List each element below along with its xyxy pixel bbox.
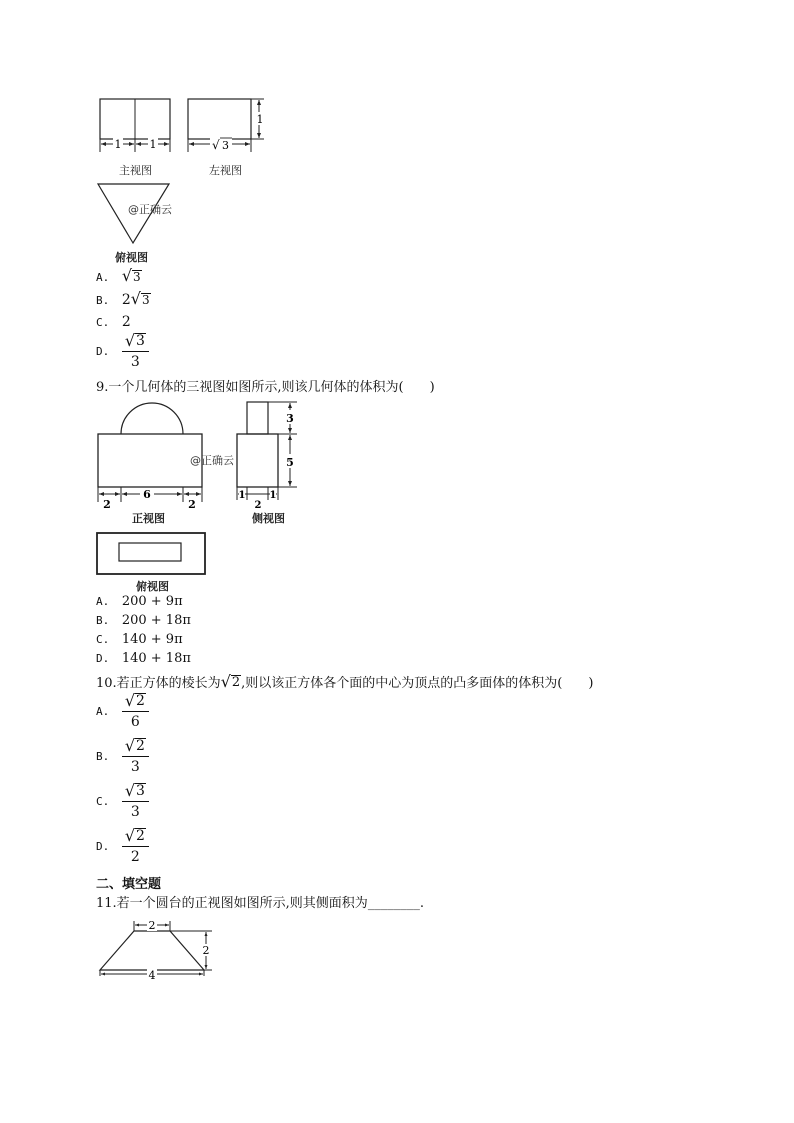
option-value: √ 3 3 [122,333,149,369]
option-label: A. [96,271,110,284]
q9-option-b[interactable] [96,613,191,628]
q8-option-a[interactable] [96,268,142,284]
option-fraction: √ 2 3 [122,738,149,774]
q8-option-d[interactable] [96,333,149,369]
option-value: √ 3 [121,266,141,285]
q9-option-d[interactable] [96,651,191,666]
q11-trapezoid [100,931,204,970]
q10-stem-b: ,则以该正方体各个面的中心为顶点的凸多面体的体积为( ) [241,676,594,691]
q11-stem-text: 11.若一个圆台的正视图如图所示,则其侧面积为 [96,896,368,911]
q9-dim-left: 2 [103,498,111,511]
q8-front-caption: 主视图 [119,164,152,177]
option-label: D. [96,344,110,358]
q11-frustum-front-view [92,918,217,980]
q8-dim-left: 1 [114,138,122,151]
q9-top-caption: 俯视图 [136,580,169,593]
watermark: @正确云 [190,454,234,467]
q9-side-bottom-rect [237,434,278,487]
q11-stem [96,892,424,911]
q9-option-a[interactable] [96,594,183,609]
q10-stem-sqrt: √ 2 [220,672,241,691]
option-label: C. [96,316,110,329]
q10-option-b[interactable] [96,738,149,774]
q9-dim-right: 2 [188,498,196,511]
q10-option-c[interactable] [96,783,149,819]
q10-stem [96,672,593,691]
option-label: D. [96,652,110,665]
q9-option-c[interactable] [96,632,183,647]
q9-three-view-figure [92,396,317,584]
q11-dim-top: 2 [148,919,156,932]
q10-stem-a: 10.若正方体的棱长为 [96,676,221,691]
q11-dim-height: 2 [202,944,210,957]
option-text: 200 + 18π [121,613,191,628]
q10-stem-radicand: 2 [231,675,241,691]
q9-dim-s2: 2 [254,500,262,511]
option-value: 2 [121,314,131,330]
watermark: @正确云 [128,203,172,216]
q11-blank: ________. [367,896,424,911]
q9-dim-h-top: 3 [286,412,294,425]
q8-dim-height: 1 [256,113,264,126]
option-label: B. [96,294,110,307]
option-label: C. [96,633,110,646]
q10-option-a[interactable] [96,693,149,729]
option-label: D. [96,839,110,853]
option-fraction: √ 3 3 [122,783,149,819]
q8-option-b[interactable]: B. 2 √ 3 [96,289,150,308]
option-text: 140 + 18π [121,651,191,666]
q9-stem: 9.一个几何体的三视图如图所示,则该几何体的体积为( ) [96,380,435,395]
q10-option-d[interactable] [96,828,149,864]
q8-top-caption: 俯视图 [115,251,148,264]
option-label: B. [96,614,110,627]
q9-side-top-rect [247,402,268,434]
q8-left-caption: 左视图 [209,164,242,177]
q9-dim-mid: 6 [143,488,151,501]
q8-left-view-rect [188,99,251,139]
option-text: 140 + 9π [121,632,183,647]
option-fraction: √ 2 6 [122,693,149,729]
q11-dim-bottom: 4 [148,969,156,980]
option-text: 200 + 9π [121,594,183,609]
q9-front-semicircle [121,403,183,434]
q9-dim-h-bottom: 5 [286,456,294,469]
q9-side-caption: 侧视图 [252,512,285,525]
q8-dim-sqrt3: 3 [222,139,229,152]
option-label: B. [96,749,110,763]
q8-dim-right: 1 [149,138,157,151]
q9-front-caption: 正视图 [132,512,165,525]
q9-dim-s1: 1 [238,490,246,501]
q9-top-inner-rect [119,543,181,561]
q8-option-c[interactable] [96,314,131,330]
svg-text:√: √ [212,138,220,152]
q8-three-view-figure [92,92,282,270]
option-label: A. [96,595,110,608]
option-fraction: √ 2 2 [122,828,149,864]
option-value: √ 3 [130,289,150,308]
option-label: C. [96,794,110,808]
option-label: A. [96,704,110,718]
section-title: 二、填空题 [96,877,162,892]
q9-dim-s3: 1 [269,490,277,501]
q9-top-outer-rect [97,533,205,574]
q9-front-rect [98,434,202,487]
